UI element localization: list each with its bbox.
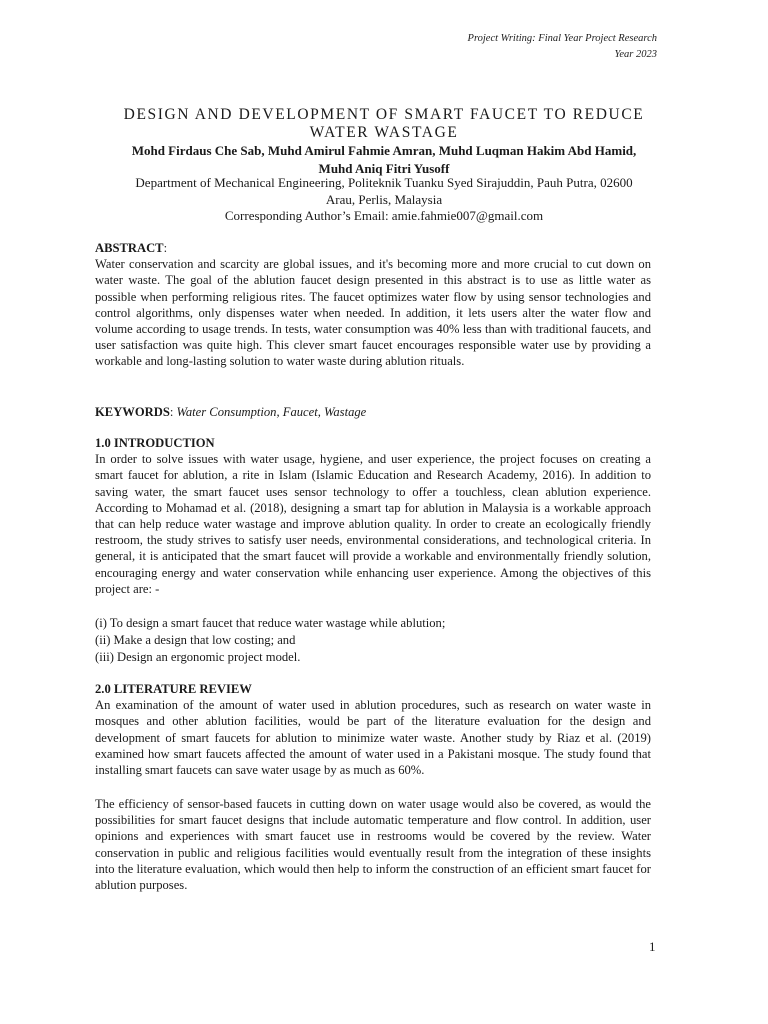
page-number: 1 xyxy=(649,939,656,954)
paper-title xyxy=(95,106,673,142)
keywords-terms: Water Consumption, Faucet, Wastage xyxy=(176,405,367,419)
running-header-year: Year 2023 xyxy=(614,49,657,60)
literature-review-section xyxy=(95,681,651,778)
running-header-project: Project Writing: Final Year Project Research xyxy=(467,33,657,44)
abstract-section xyxy=(95,240,651,370)
literature-review-heading: 2.0 LITERATURE REVIEW xyxy=(95,682,252,696)
abstract-heading-row: ABSTRACT: xyxy=(95,241,168,255)
objective-item: (i) To design a smart faucet that reduce water wastage while ablution; xyxy=(95,616,446,630)
objective-item: (ii) Make a design that low costing; and xyxy=(95,633,296,647)
paper-title-line2: WATER WASTAGE xyxy=(309,124,459,141)
objective-item: (iii) Design an ergonomic project model. xyxy=(95,650,301,664)
keywords-label: KEYWORDS xyxy=(95,405,170,419)
abstract-heading: ABSTRACT xyxy=(95,241,164,255)
abstract-text: Water conservation and scarcity are global issues, and it's becoming more and more crucial to cut down on water waste. The goal of the ablution faucet design presented in this abstract is to use as little water as possible when performing religious rites. The faucet optimizes water flow by using sensor technologies and control algorithms, only dispenses water when needed. In addition, it lets users alter the water flow and volume according to usage trends. In tests, water consumption was 40% less than with traditional faucets, and user satisfaction was quite high. This clever smart faucet encourages responsible water use by providing a workable and long-lasting solution to water waste during ablution rituals. xyxy=(95,257,651,369)
literature-review-paragraph: An examination of the amount of water used in ablution procedures, such as research on water waste in mosques and other ablution facilities, would be part of the literature evaluation for the design and development of smart faucets for ablution to minimize water waste. Another study by Riaz et al. (2019) examined how smart faucets affected the amount of water used in a Pakistani mosque. The study found that installing smart faucets can save water usage by as much as 60%. xyxy=(95,698,651,778)
literature-review-paragraph-2: The efficiency of sensor-based faucets in cutting down on water usage would also be covered, as would the possibilities for smart faucet designs that include automatic temperature and flow control. In addition, user opinions and experiences with smart faucet use in restrooms would be covered by the review. Water conservation in public and religious facilities would eventually result from the integration of these insights into the literature evaluation, which would then help to inform the construction of an efficient smart faucet for ablution purposes. xyxy=(95,797,651,893)
introduction-text: In order to solve issues with water usage, hygiene, and user experience, the project focuses on creating a smart faucet for ablution, a rite in Islam (Islamic Education and Research Academy, 2016). In addition to saving water, the smart faucet uses sensor technology to offer a touchless, clean ablution experience. According to Mohamad et al. (2018), designing a smart tap for ablution in Malaysia is a workable approach that can help reduce water wastage and improve ablution quality. In order to create an ecologically friendly restroom, the study strives to satisfy user needs, environmental considerations, and technological criteria. In general, it is anticipated that the smart faucet will provide a workable and environmentally friendly solution, encouraging energy and water conservation while enhancing user experience. Among the objectives of this project are: - xyxy=(95,452,651,596)
introduction-section xyxy=(95,435,651,597)
affiliation-line2: Arau, Perlis, Malaysia xyxy=(325,191,443,207)
author-list-line1: Mohd Firdaus Che Sab, Muhd Amirul Fahmie Amran, Muhd Luqman Hakim Abd Hamid, xyxy=(131,143,637,158)
affiliation-line1: Department of Mechanical Engineering, Politeknik Tuanku Syed Sirajuddin, Pauh Putra, 02600 xyxy=(135,175,633,190)
paper-title-line1: DESIGN AND DEVELOPMENT OF SMART FAUCET TO REDUCE xyxy=(123,106,645,123)
affiliation xyxy=(95,175,673,225)
author-list-line2: Muhd Aniq Fitri Yusoff xyxy=(318,160,450,176)
corresponding-email: Corresponding Author’s Email: amie.fahmie007@gmail.com xyxy=(224,208,544,223)
introduction-heading: 1.0 INTRODUCTION xyxy=(95,436,215,450)
author-list xyxy=(95,142,673,177)
keywords-section: KEYWORDS: Water Consumption, Faucet, Wastage xyxy=(95,405,367,419)
running-header xyxy=(468,31,657,63)
